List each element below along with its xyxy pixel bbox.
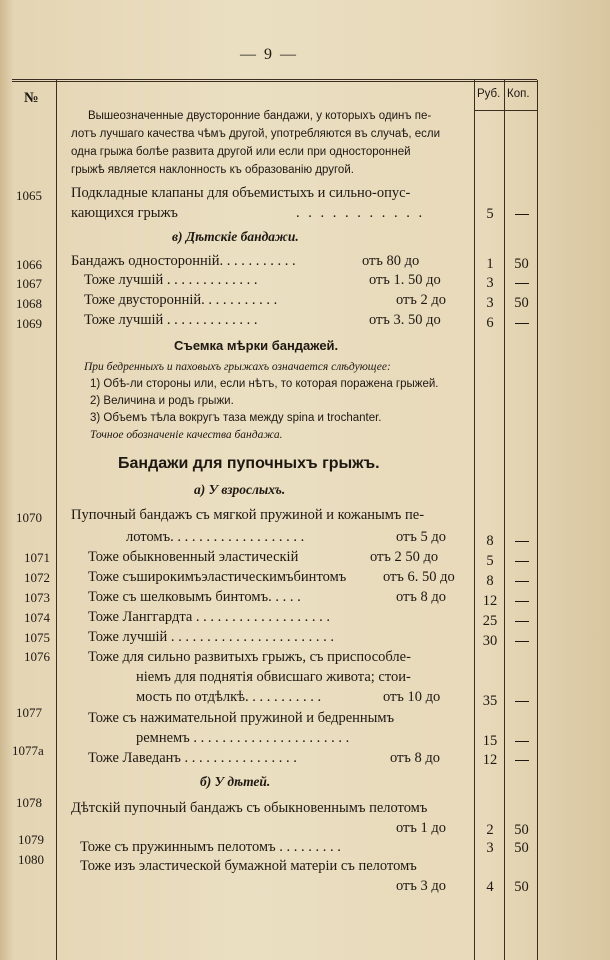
price-rub: 8 [486,533,494,549]
item-text: Тоже лучшій . . . . . . . . . . . . . . . . . . . . . . . [88,629,335,645]
item-number: 1065 [16,188,42,203]
price-rub: 3 [486,840,494,856]
header-kop: Коп. [507,88,530,100]
item-text: Пупочный бандажъ съ мягкой пружиной и кожанымъ пе- [71,507,425,523]
item-price-range: отъ 8 до [390,750,441,766]
item-price-range: отъ 8 до [396,589,447,605]
item-price-range: отъ 3. 50 до [369,312,441,328]
price-rub: 2 [486,822,494,838]
item-number: 1077 [16,705,42,720]
item-text: Тоже съширокимъэластическимъбинтомъ [88,569,347,585]
price-kop [504,593,539,610]
item-text: Дѣтскій пупочный бандажъ съ обыкновеннымъ пелотомъ [71,800,428,816]
item-number: 1076 [24,649,50,664]
price-kop [504,275,539,292]
item-text: Тоже Ланггардта . . . . . . . . . . . . . . . . . . . [88,609,331,625]
price-kop [504,573,539,590]
price-rub: 1 [486,256,494,272]
item-number: 1080 [18,852,44,867]
intro-line-4: грыжѣ является наклонность къ образованію другой. [71,164,354,176]
price-rub: 6 [486,315,494,331]
item-text: лотомъ. . . . . . . . . . . . . . . . . . . [126,529,305,545]
price-rub: 30 [482,633,498,649]
measure-note: При бедренныхъ и паховыхъ грыжахъ означается слѣдующее: [84,361,391,373]
item-leader: . . . . . . . . . . . [296,205,425,221]
item-number: 1071 [24,550,50,565]
price-rub: 25 [482,613,498,629]
price-rub: 3 [486,275,494,291]
umbilical-heading: Бандажи для пупочныхъ грыжъ. [118,455,380,472]
item-text: ніемъ для поднятія обвисшаго живота; стои- [136,669,411,685]
number-column-divider [56,80,57,960]
price-kop [504,533,539,550]
measure-footer: Точное обозначеніе качества бандажа. [90,429,283,441]
header-bottom-rule [474,110,537,111]
item-text: Тоже для сильно развитыхъ грыжъ, съ приспособле- [88,649,411,665]
item-number: 1069 [16,316,42,331]
header-rub: Руб. [477,88,501,100]
price-kop: 50 [514,256,529,272]
price-kop: 50 [514,295,529,311]
item-price-range: отъ 6. 50 до [383,569,455,585]
item-number: 1073 [24,590,50,605]
price-rub: 35 [482,693,498,709]
item-price-range: отъ 1 до [396,820,447,836]
item-text: Тоже изъ эластической бумажной матеріи съ пелотомъ [80,858,417,874]
price-kop [504,315,539,332]
price-kop: 50 [514,879,529,895]
item-text: Тоже двусторонній. . . . . . . . . . . [84,292,278,308]
item-text: мость по отдѣлкѣ. . . . . . . . . . . [136,689,322,705]
price-rub: 15 [482,733,498,749]
price-kop [504,613,539,630]
header-number: № [24,90,39,106]
price-kop: 50 [514,822,529,838]
page-number: — 9 — [240,46,298,63]
section-heading: в) Дѣтскіе бандажи. [172,229,299,244]
table-top-rule-double [12,81,537,82]
item-price-range: отъ 5 до [396,529,447,545]
item-number: 1078 [16,795,42,810]
section-heading: а) У взрослыхъ. [194,482,286,497]
item-text: Тоже съ пружиннымъ пелотомъ . . . . . . . . . [80,839,341,855]
item-price-range: отъ 10 до [383,689,441,705]
price-kop [504,733,539,750]
item-price-range: отъ 2 до [396,292,447,308]
measure-heading: Съемка мѣрки бандажей. [174,338,339,353]
item-number: 1077а [12,743,44,758]
item-text: Тоже Лаведанъ . . . . . . . . . . . . . . . . [88,750,297,766]
item-price-range: отъ 80 до [362,253,420,269]
price-rub: 12 [482,593,498,609]
price-rub: 3 [486,295,494,311]
item-number: 1068 [16,296,42,311]
item-number: 1072 [24,570,50,585]
item-text: Тоже съ нажимательной пружиной и бедреннымъ [88,710,395,726]
price-kop [504,553,539,570]
price-kop [504,693,539,710]
price-rub: 4 [486,879,494,895]
item-price-range: отъ 2 50 до [370,549,439,565]
item-number: 1066 [16,257,42,272]
item-text: кающихся грыжъ [71,205,178,221]
measure-step: 3) Объемъ тѣла вокругъ таза между spina и trochanter. [90,412,382,424]
table-top-rule [12,79,537,80]
intro-line-2: лотъ лучшаго качества чѣмъ другой, употребляются въ случаѣ, если [71,128,441,140]
price-kop [504,633,539,650]
price-kop [504,206,539,223]
price-kop [504,752,539,769]
item-text: Тоже съ шелковымъ бинтомъ. . . . . [88,589,301,605]
item-number: 1079 [18,832,44,847]
item-price-range: отъ 3 до [396,878,447,894]
item-price-range: отъ 1. 50 до [369,272,441,288]
price-rub: 5 [486,553,494,569]
price-rub: 5 [486,206,494,222]
item-number: 1067 [16,276,42,291]
measure-step: 1) Обѣ-ли стороны или, если нѣтъ, то которая поражена грыжей. [90,378,439,390]
item-text: Тоже лучшій . . . . . . . . . . . . . [84,272,258,288]
item-number: 1074 [24,610,50,625]
price-rub: 12 [482,752,498,768]
item-text: Тоже обыкновенный эластическій [88,549,299,565]
item-number: 1070 [16,510,42,525]
intro-line-1: Вышеозначенные двусторонние бандажи, у которыхъ одинъ пе- [88,110,432,122]
section-heading: б) У дѣтей. [200,774,271,789]
item-text: Тоже лучшій . . . . . . . . . . . . . [84,312,258,328]
item-text: Бандажъ односторонній. . . . . . . . . . . [71,253,296,269]
item-number: 1075 [24,630,50,645]
price-rub: 8 [486,573,494,589]
measure-step: 2) Величина и родъ грыжи. [90,395,234,407]
price-kop: 50 [514,840,529,856]
intro-line-3: одна грыжа болѣе развита другой или если при односторонней [71,146,411,158]
item-text: ремнемъ . . . . . . . . . . . . . . . . . . . . . . [136,730,350,746]
item-text: Подкладные клапаны для объемистыхъ и сильно-опус- [71,185,411,201]
